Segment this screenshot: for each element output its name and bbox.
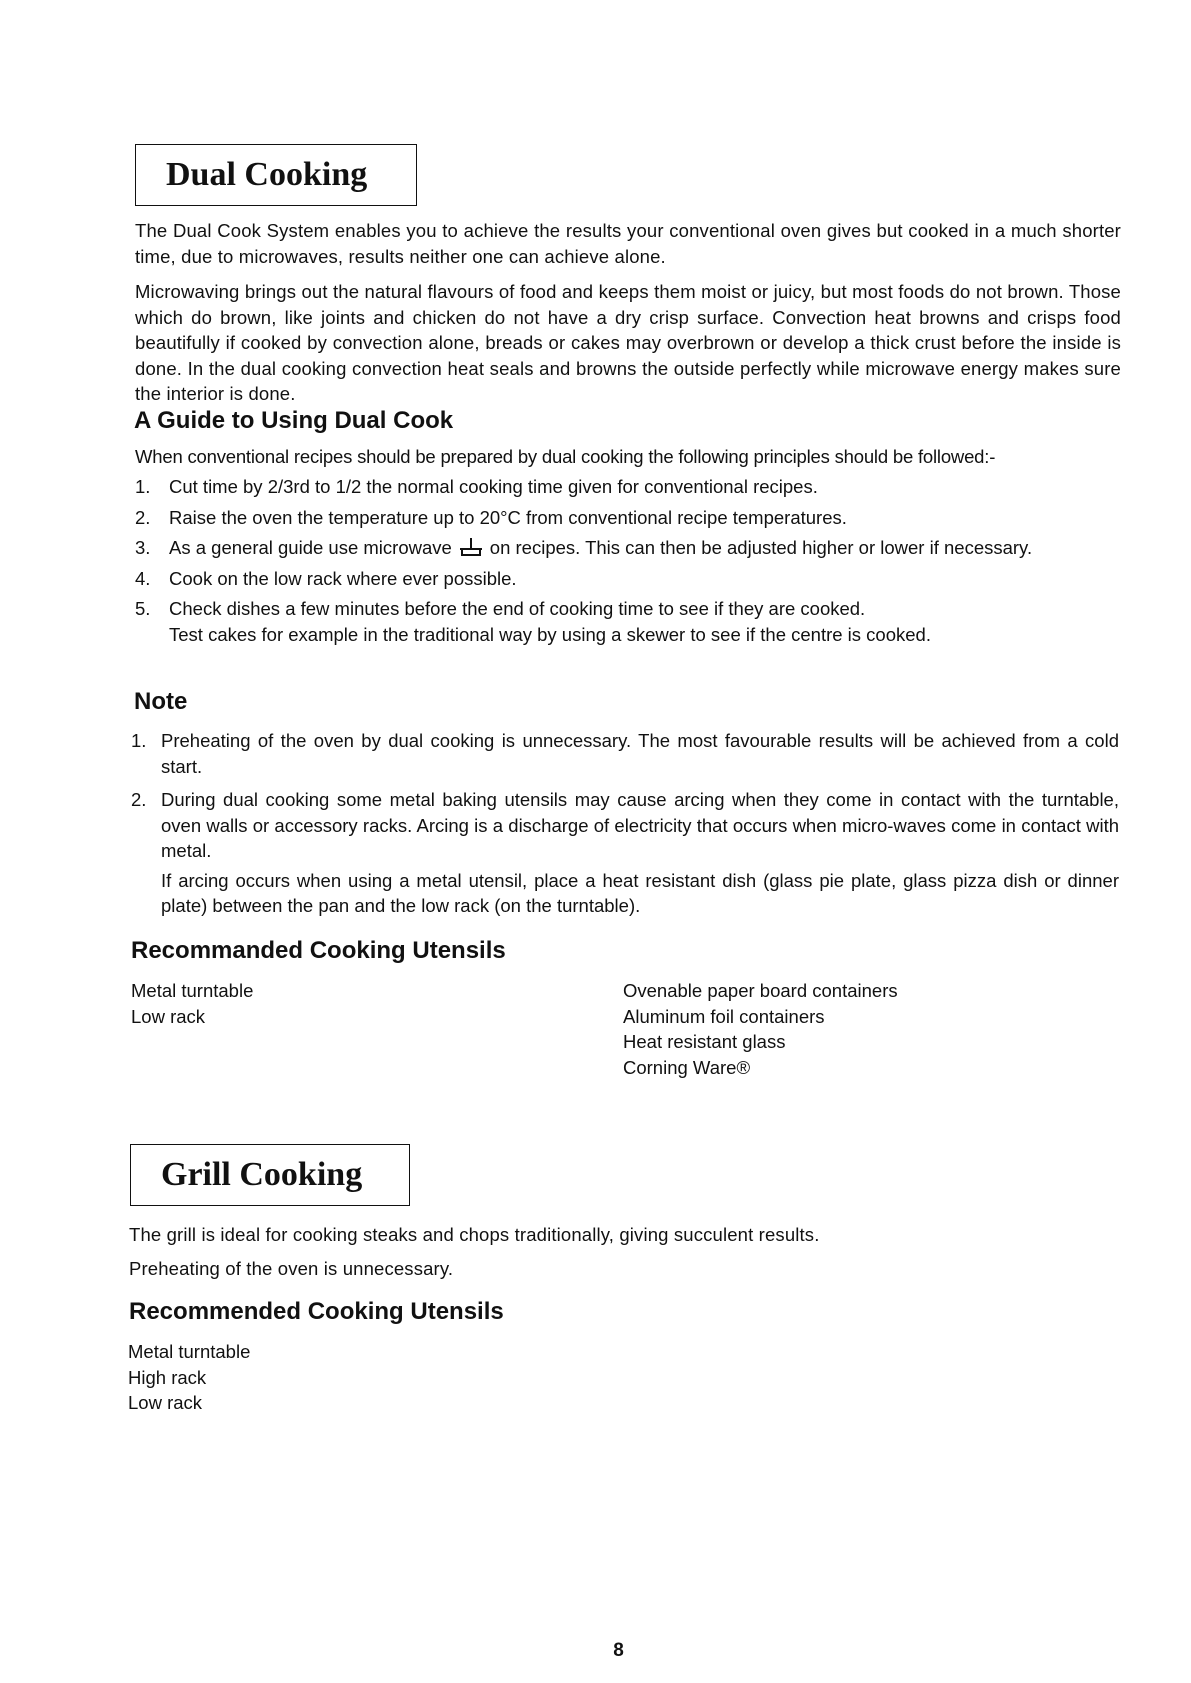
page-number: 8: [613, 1640, 624, 1661]
guide-step: [135, 505, 1119, 531]
utensil-item: Metal turntable: [131, 980, 254, 1001]
dual-intro-paragraph: The Dual Cook System enables you to achieve the results your conventional oven gives but cooked in a much shorter time, due to microwaves, results neither one can achieve alone.: [135, 220, 1121, 267]
guide-steps-list: [135, 474, 1119, 647]
note-item: [131, 787, 1119, 919]
step-text-before-icon: As a general guide use microwave: [169, 537, 452, 558]
dual-utensils-left-list: [131, 978, 253, 1029]
grill-cooking-title-box: [130, 1144, 410, 1206]
note-number: 1.: [131, 730, 147, 751]
step-text: Check dishes a few minutes before the end of cooking time to see if they are cooked.: [169, 598, 866, 619]
step-number: 4.: [135, 567, 151, 589]
grill-utensils-list: [128, 1339, 250, 1416]
note-number: 2.: [131, 789, 147, 810]
guide-step: [135, 474, 1119, 500]
step-text-continued: Test cakes for example in the traditional way by using a skewer to see if the centre is cooked.: [169, 623, 931, 645]
step-number: 5.: [135, 598, 151, 619]
utensil-item: High rack: [128, 1366, 207, 1388]
note-text: During dual cooking some metal baking utensils may cause arcing when they come in contact with the turntable, oven walls or accessory racks. Arcing is a discharge of electricity that occurs when micro-waves come in contact with metal.: [161, 789, 1119, 861]
guide-heading: A Guide to Using Dual Cook: [134, 407, 454, 434]
grill-intro-paragraph: The grill is ideal for cooking steaks and chops traditionally, giving succulent results.: [129, 1224, 820, 1245]
dual-utensils-heading: Recommanded Cooking Utensils: [131, 937, 506, 964]
step-text: Raise the oven the temperature up to 20°C from conventional recipe temperatures.: [169, 506, 847, 528]
note-heading: Note: [134, 688, 188, 715]
utensil-item: Heat resistant glass: [623, 1031, 786, 1052]
dual-utensils-right-list: [623, 978, 898, 1080]
utensil-item: Ovenable paper board containers: [623, 980, 898, 1001]
guide-step: [135, 566, 1119, 592]
guide-step: [135, 596, 1119, 647]
utensil-item: Low rack: [131, 1005, 206, 1027]
utensil-item: Aluminum foil containers: [623, 1005, 825, 1027]
step-text: Cook on the low rack where ever possible.: [169, 567, 517, 589]
step-text: [169, 535, 1119, 561]
dual-cooking-title-box: [135, 144, 417, 206]
utensil-item: Low rack: [128, 1392, 203, 1413]
utensil-item: Corning Ware®: [623, 1056, 751, 1078]
grill-utensils-heading: Recommended Cooking Utensils: [129, 1298, 504, 1325]
step-number: 1.: [135, 476, 151, 497]
grill-cooking-title: Grill Cooking: [161, 1156, 363, 1193]
note-item: [131, 728, 1119, 779]
step-number: 2.: [135, 506, 151, 528]
microwave-power-level-icon: [456, 536, 486, 558]
utensil-item: Metal turntable: [128, 1341, 251, 1362]
note-text: Preheating of the oven by dual cooking is unnecessary. The most favourable results will be achieved from a cold start.: [161, 730, 1119, 777]
guide-intro-paragraph: When conventional recipes should be prepared by dual cooking the following principles should be followed:-: [135, 446, 996, 467]
note-text-continued: If arcing occurs when using a metal utensil, place a heat resistant dish (glass pie plate, glass pizza dish or dinner plate) between the pan and the low rack (on the turntable).: [161, 869, 1119, 916]
notes-list: [131, 728, 1119, 919]
step-text-after-icon: on recipes. This can then be adjusted higher or lower if necessary.: [489, 537, 1033, 558]
dual-body-paragraph: Microwaving brings out the natural flavours of food and keeps them moist or juicy, but most foods do not brown. Those which do brown, like joints and chicken do not have a dry crisp surface. Convection heat browns and crisps food beautifully if cooked by convection alone, breads or cakes may overbrown or develop a thick crust before the inside is done. In the dual cooking convection heat seals and browns the outside perfectly while microwave energy makes sure the interior is done.: [135, 281, 1121, 404]
step-text: Cut time by 2/3rd to 1/2 the normal cooking time given for conventional recipes.: [169, 476, 818, 497]
guide-step: [135, 535, 1119, 561]
dual-cooking-title: Dual Cooking: [166, 156, 368, 193]
grill-preheat-paragraph: Preheating of the oven is unnecessary.: [129, 1258, 454, 1279]
step-number: 3.: [135, 537, 151, 558]
